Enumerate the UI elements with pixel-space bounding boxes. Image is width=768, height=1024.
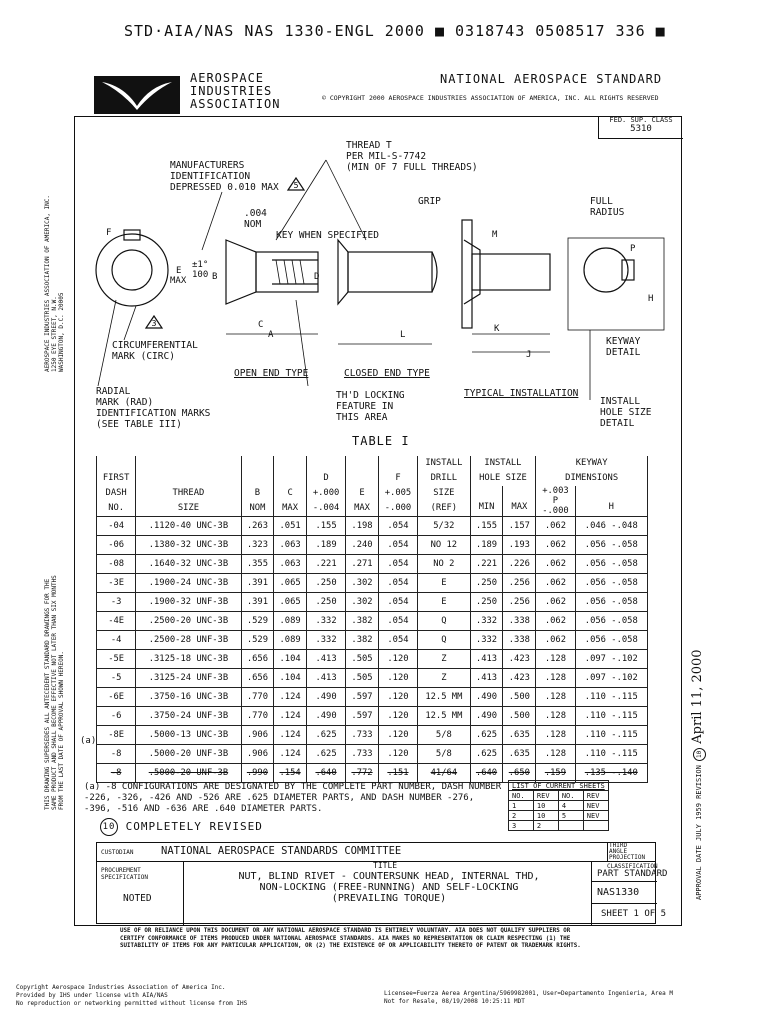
table-cell: .110 -.115: [575, 745, 647, 764]
table-cell: .124: [274, 688, 307, 707]
table-cell: .128: [536, 745, 575, 764]
table-cell: .110 -.115: [575, 688, 647, 707]
dim-F: F: [106, 228, 112, 238]
end-view-outer: [96, 234, 168, 306]
table-cell: .635: [503, 745, 536, 764]
side-approval-date: [690, 649, 706, 900]
radial-mark-label: RADIAL MARK (RAD) IDENTIFICATION MARKS (SEE TABLE III): [96, 386, 211, 430]
typical-installation-label: TYPICAL INSTALLATION: [464, 388, 579, 399]
table-row: [97, 555, 648, 574]
table-cell: .529: [241, 612, 274, 631]
title-block: [96, 842, 668, 924]
standard-title: NATIONAL AEROSPACE STANDARD: [440, 72, 663, 86]
table-cell: -6: [97, 707, 136, 726]
footer-left: Copyright Aerospace Industries Association of America Inc. Provided by IHS under license with AIA/NAS No reproduction or networking permitted without license from IHS: [16, 984, 248, 1007]
part-number: NAS1330: [597, 887, 640, 898]
table-row: [97, 631, 648, 650]
cs-head-rev2: REV: [583, 791, 608, 801]
table-cell: .332: [470, 631, 503, 650]
table-cell: NO 2: [418, 555, 470, 574]
table-cell: -5E: [97, 650, 136, 669]
nom-004-label: .004 NOM: [244, 208, 267, 230]
table-cell: .635: [503, 726, 536, 745]
col-D: D +.000 -.004: [306, 456, 345, 517]
circumferential-mark-label: CIRCUMFERENTIAL MARK (CIRC): [112, 340, 198, 362]
table-cell: .1640-32 UNC-3B: [136, 555, 241, 574]
table-cell: .062: [536, 612, 575, 631]
table-cell: .423: [503, 669, 536, 688]
dim-M: M: [492, 230, 498, 240]
table-cell: .250: [306, 593, 345, 612]
dim-angle: ±1° 100: [192, 260, 209, 280]
dim-L: L: [400, 330, 406, 340]
table-cell: .155: [306, 517, 345, 536]
note-mark-5: 5: [293, 181, 299, 190]
org-line-1: AEROSPACE: [190, 71, 265, 85]
side-supersedes: THIS DRAWING SUPERSEDES ALL ANTECEDENT STANDARD DRAWINGS FOR THE SAME PRODUCT AND SHALL BECOME EFFECTIVE NOT LATER THAN SIX MONTHS FROM THE LAST DATE OF APPROVAL SHOWN HEREON.: [44, 575, 65, 810]
col-F: F +.005 -.000: [378, 456, 417, 517]
cs-cell: [558, 821, 583, 831]
title-label: TITLE: [373, 861, 398, 870]
table-cell: .1900-32 UNF-3B: [136, 593, 241, 612]
table-row: [97, 650, 648, 669]
table-cell: -3: [97, 593, 136, 612]
cs-cell: 10: [533, 811, 558, 821]
table-cell: .413: [306, 650, 345, 669]
col-thread-size: THREAD SIZE: [136, 456, 241, 517]
org-name: [190, 72, 280, 111]
dim-D: D: [314, 272, 320, 282]
table-cell: .338: [503, 612, 536, 631]
current-sheets-title: LIST OF CURRENT SHEETS: [509, 781, 609, 791]
table-cell: .3125-18 UNC-3B: [136, 650, 241, 669]
table-cell: -5: [97, 669, 136, 688]
table-cell: .490: [470, 707, 503, 726]
col-min: MIN: [470, 486, 503, 517]
table-cell: .391: [241, 574, 274, 593]
org-line-2: INDUSTRIES: [190, 84, 273, 98]
side-approval-text: APPROVAL DATE JULY 1959 REVISION: [695, 765, 703, 900]
table-cell: .423: [503, 650, 536, 669]
custodian-value: NATIONAL AEROSPACE STANDARDS COMMITTEE: [161, 845, 402, 857]
table-cell: .104: [274, 650, 307, 669]
full-radius-label: FULL RADIUS: [590, 196, 625, 218]
table-cell: .054: [378, 593, 417, 612]
dim-C: C: [258, 320, 264, 330]
table-cell: .240: [346, 536, 379, 555]
col-hole-group: INSTALL HOLE SIZE: [470, 456, 536, 486]
third-angle-label: THIRD ANGLE PROJECTION: [609, 842, 646, 861]
table-cell: -08: [97, 555, 136, 574]
dim-A: A: [268, 330, 274, 340]
fed-sup-class-label: FED. SUP. CLASS: [609, 116, 673, 124]
keyway-note-label: KEY WHEN SPECIFIED: [276, 230, 379, 241]
copyright-line: © COPYRIGHT 2000 AEROSPACE INDUSTRIES ASSOCIATION OF AMERICA, INC. ALL RIGHTS RESERVED: [322, 94, 659, 102]
table-cell: .3750-24 UNF-3B: [136, 707, 241, 726]
table-cell: 41/64: [418, 764, 470, 783]
col-H: H: [575, 486, 647, 517]
table-cell: .056 -.058: [575, 612, 647, 631]
table-cell: .597: [346, 688, 379, 707]
table-cell: .124: [274, 707, 307, 726]
manufacturers-id-label: MANUFACTURERS IDENTIFICATION DEPRESSED 0.010 MAX: [170, 160, 279, 193]
table-cell: .413: [470, 650, 503, 669]
table-cell: .120: [378, 669, 417, 688]
table-cell: .097 -.102: [575, 669, 647, 688]
table-cell: -06: [97, 536, 136, 555]
table-cell: .263: [241, 517, 274, 536]
table-cell: .054: [378, 555, 417, 574]
table-cell: .505: [346, 669, 379, 688]
revised-note: [100, 818, 263, 836]
procurement-label: PROCUREMENT SPECIFICATION: [101, 867, 148, 881]
table-row: [97, 593, 648, 612]
table-cell: .490: [306, 688, 345, 707]
table-cell: .056 -.058: [575, 593, 647, 612]
aia-logo: [94, 76, 180, 114]
table-cell: .221: [306, 555, 345, 574]
table-cell: .382: [346, 612, 379, 631]
table-cell: .065: [274, 593, 307, 612]
table-cell: .323: [241, 536, 274, 555]
thread-label: THREAD T PER MIL-S-7742 (MIN OF 7 FULL THREADS): [346, 140, 478, 173]
table-cell: .054: [378, 536, 417, 555]
table-cell: .062: [536, 631, 575, 650]
table-cell: -6E: [97, 688, 136, 707]
table-cell: .625: [306, 726, 345, 745]
table-cell: 5/8: [418, 745, 470, 764]
table-cell: .104: [274, 669, 307, 688]
note-a: (a) -8 CONFIGURATIONS ARE DESIGNATED BY THE COMPLETE PART NUMBER, DASH NUMBER -226, -326, -426 AND -526 ARE .625 DIAMETER PARTS, AND DASH NUMBER -276, -396, -516 AND -636 ARE .640 DIAMETER PARTS.: [84, 782, 502, 814]
dim-J: J: [526, 350, 532, 360]
end-view-inner: [112, 250, 152, 290]
table-cell: .338: [503, 631, 536, 650]
table-cell: .650: [503, 764, 536, 783]
table-cell: .128: [536, 726, 575, 745]
col-B: B NOM: [241, 456, 274, 517]
table-cell: .128: [536, 688, 575, 707]
table-cell: .151: [378, 764, 417, 783]
table-cell: 12.5 MM: [418, 688, 470, 707]
dim-B: B: [212, 272, 218, 282]
cs-cell: 2: [509, 811, 534, 821]
table-cell: .256: [503, 574, 536, 593]
table-cell: .062: [536, 517, 575, 536]
table-cell: Z: [418, 669, 470, 688]
table-cell: .120: [378, 745, 417, 764]
table-cell: .3750-16 UNC-3B: [136, 688, 241, 707]
aia-wing-icon: [94, 76, 180, 114]
table-cell: .155: [470, 517, 503, 536]
table-cell: .110 -.115: [575, 726, 647, 745]
table-cell: E: [418, 593, 470, 612]
cs-cell: 10: [533, 801, 558, 811]
table-cell: .226: [503, 555, 536, 574]
table-cell: .1120-40 UNC-3B: [136, 517, 241, 536]
table-row: [97, 688, 648, 707]
note-mark-3: 3: [151, 319, 157, 328]
col-max: MAX: [503, 486, 536, 517]
table-cell: .640: [470, 764, 503, 783]
technical-drawing: [76, 130, 680, 430]
table-cell: .062: [536, 555, 575, 574]
cs-cell: [583, 821, 608, 831]
grip-label: GRIP: [418, 196, 441, 207]
table-row: [97, 536, 648, 555]
table-cell: .656: [241, 650, 274, 669]
table-cell: .490: [306, 707, 345, 726]
table-cell: .065: [274, 574, 307, 593]
cs-cell: 5: [558, 811, 583, 821]
table-cell: .990: [241, 764, 274, 783]
table-cell: .770: [241, 707, 274, 726]
table-row: [97, 745, 648, 764]
table-cell: .256: [503, 593, 536, 612]
table-cell: .250: [470, 574, 503, 593]
table-cell: 12.5 MM: [418, 707, 470, 726]
cs-head-no2: NO.: [558, 791, 583, 801]
col-keyway-group: KEYWAY DIMENSIONS: [536, 456, 648, 486]
table-body: [97, 517, 648, 783]
table-cell: .772: [346, 764, 379, 783]
disclaimer: USE OF OR RELIANCE UPON THIS DOCUMENT OR ANY NATIONAL AEROSPACE STANDARD IS ENTIRELY VOLUNTARY. AIA DOES NOT QUALIFY SUPPLIERS OR CERTIFY CONFORMANCE OF ITEMS PRODUCED UNDER NATIONAL AEROSPACE STANDARDS. AIA MAKES NO REPRESENTATION OR CLAIM RESPECTING (1) THE SUITABILITY OF ITEMS FOR ANY PARTICULAR APPLICATION, OR (2) THE EXISTENCE OF OR APPLICABILITY THERETO OF PATENT OR TRADEMARK RIGHTS.: [120, 928, 581, 949]
table-row: [97, 669, 648, 688]
table-cell: .5000-20 UNF-3B: [136, 764, 241, 783]
table-cell: .120: [378, 726, 417, 745]
table-cell: .413: [306, 669, 345, 688]
revision-circle-icon: 10: [100, 818, 118, 836]
table-cell: 5/8: [418, 726, 470, 745]
table-cell: .597: [346, 707, 379, 726]
table-cell: .063: [274, 555, 307, 574]
col-drill: INSTALL DRILL SIZE (REF): [418, 456, 470, 517]
side-address: AEROSPACE INDUSTRIES ASSOCIATION OF AMERICA, INC. 1250 EYE STREET, N.W. WASHINGTON, D.C. 20005: [44, 194, 65, 372]
table-cell: .625: [306, 745, 345, 764]
table-cell: .054: [378, 574, 417, 593]
table-cell: .124: [274, 745, 307, 764]
table-cell: .097 -.102: [575, 650, 647, 669]
install-sheet: [462, 220, 472, 328]
table-cell: .5000-20 UNF-3B: [136, 745, 241, 764]
table-cell: .157: [503, 517, 536, 536]
cs-cell: NEV: [583, 811, 608, 821]
table-cell: .221: [470, 555, 503, 574]
dim-K: K: [494, 324, 500, 334]
table-cell: .529: [241, 631, 274, 650]
table-cell: .391: [241, 593, 274, 612]
dim-max: MAX: [170, 276, 187, 286]
table-cell: .770: [241, 688, 274, 707]
table-cell: .062: [536, 536, 575, 555]
table-title: TABLE I: [352, 434, 410, 448]
table-cell: .625: [470, 745, 503, 764]
table-cell: .500: [503, 688, 536, 707]
table-cell: .250: [306, 574, 345, 593]
table-cell: .500: [503, 707, 536, 726]
table-cell: .733: [346, 726, 379, 745]
open-end-head: [226, 240, 256, 304]
table-cell: .159: [536, 764, 575, 783]
custodian-label: CUSTODIAN: [101, 849, 134, 856]
part-title: NUT, BLIND RIVET - COUNTERSUNK HEAD, INTERNAL THD, NON-LOCKING (FREE-RUNNING) AND SELF-LOCKING (PREVAILING TORQUE): [238, 871, 540, 904]
table-cell: Z: [418, 650, 470, 669]
table-cell: .046 -.048: [575, 517, 647, 536]
closed-end-body: [348, 252, 432, 292]
table-cell: .056 -.058: [575, 574, 647, 593]
classification-value: PART STANDARD: [597, 869, 668, 879]
table-cell: .056 -.058: [575, 555, 647, 574]
table-cell: .189: [306, 536, 345, 555]
col-P: +.003 P -.000: [536, 486, 575, 517]
table-cell: .089: [274, 631, 307, 650]
table-cell: .1380-32 UNC-3B: [136, 536, 241, 555]
table-cell: .640: [306, 764, 345, 783]
table-cell: .3125-24 UNF-3B: [136, 669, 241, 688]
dim-E: E: [176, 266, 182, 276]
table-cell: .2500-28 UNF-3B: [136, 631, 241, 650]
table-cell: .1900-24 UNC-3B: [136, 574, 241, 593]
install-body: [472, 254, 550, 290]
table-cell: .135 -.140: [575, 764, 647, 783]
table-cell: .490: [470, 688, 503, 707]
table-cell: 5/32: [418, 517, 470, 536]
table-cell: .120: [378, 650, 417, 669]
row-marker-a: (a): [80, 736, 97, 746]
cs-cell: 2: [533, 821, 558, 831]
open-end-body: [256, 252, 318, 292]
table-cell: .332: [470, 612, 503, 631]
table-cell: .413: [470, 669, 503, 688]
table-cell: -8: [97, 745, 136, 764]
table-cell: .332: [306, 612, 345, 631]
table-cell: E: [418, 574, 470, 593]
cs-head-no1: NO.: [509, 791, 534, 801]
table-cell: .906: [241, 726, 274, 745]
table-cell: .332: [306, 631, 345, 650]
classification-label: CLASSIFICATION: [607, 863, 658, 870]
table-cell: .056 -.058: [575, 631, 647, 650]
table-cell: .302: [346, 593, 379, 612]
table-cell: .062: [536, 574, 575, 593]
table-cell: .271: [346, 555, 379, 574]
procurement-value: NOTED: [123, 893, 152, 904]
dim-P: P: [630, 244, 636, 254]
table-cell: .062: [536, 593, 575, 612]
table-cell: .302: [346, 574, 379, 593]
table-cell: Q: [418, 612, 470, 631]
table-cell: .906: [241, 745, 274, 764]
table-cell: .128: [536, 707, 575, 726]
cs-cell: NEV: [583, 801, 608, 811]
install-hole-detail-label: INSTALL HOLE SIZE DETAIL: [600, 396, 652, 429]
open-end-type-label: OPEN END TYPE: [234, 368, 309, 379]
side-revision-circle-icon: 10: [693, 748, 706, 761]
col-C: C MAX: [274, 456, 307, 517]
table-cell: .063: [274, 536, 307, 555]
table-cell: .054: [378, 612, 417, 631]
table-row: [97, 726, 648, 745]
cs-cell: 4: [558, 801, 583, 811]
keyway-detail-label: KEYWAY DETAIL: [606, 336, 641, 358]
col-E: E MAX: [346, 456, 379, 517]
table-cell: .124: [274, 726, 307, 745]
cs-cell: 1: [509, 801, 534, 811]
table-cell: .189: [470, 536, 503, 555]
current-sheets-table: [508, 780, 609, 831]
table-cell: -3E: [97, 574, 136, 593]
table-cell: .193: [503, 536, 536, 555]
table-cell: .128: [536, 650, 575, 669]
table-cell: .656: [241, 669, 274, 688]
locking-feature-label: TH'D LOCKING FEATURE IN THIS AREA: [336, 390, 405, 423]
table-cell: -8E: [97, 726, 136, 745]
revised-text: COMPLETELY REVISED: [125, 820, 263, 833]
table-cell: .054: [378, 517, 417, 536]
table-cell: .2500-20 UNC-3B: [136, 612, 241, 631]
table-cell: Q: [418, 631, 470, 650]
table-cell: .5000-13 UNC-3B: [136, 726, 241, 745]
table-cell: .120: [378, 707, 417, 726]
table-cell: -04: [97, 517, 136, 536]
table-cell: .198: [346, 517, 379, 536]
closed-end-head: [338, 240, 348, 304]
table-row: [97, 517, 648, 536]
table-cell: -4E: [97, 612, 136, 631]
table-cell: .056 -.058: [575, 536, 647, 555]
table-row: [97, 707, 648, 726]
cs-cell: 3: [509, 821, 534, 831]
col-dash-no: FIRST DASH NO.: [97, 456, 136, 517]
table-cell: .505: [346, 650, 379, 669]
table-cell: NO 12: [418, 536, 470, 555]
table-row: [97, 574, 648, 593]
table-cell: .250: [470, 593, 503, 612]
table-cell: -4: [97, 631, 136, 650]
side-revision-date: April 11, 2000: [690, 649, 705, 744]
table-cell: .733: [346, 745, 379, 764]
sheet-number: SHEET 1 OF 5: [601, 909, 667, 919]
table-cell: .154: [274, 764, 307, 783]
fed-sup-class-value: 5310: [630, 124, 652, 134]
table-cell: .110 -.115: [575, 707, 647, 726]
document-header: STD·AIA/NAS NAS 1330-ENGL 2000 ■ 0318743 0508517 336 ■: [124, 22, 666, 40]
table-cell: .089: [274, 612, 307, 631]
table-cell: .054: [378, 631, 417, 650]
table-cell: .120: [378, 688, 417, 707]
footer-right: Licensee=Fuerza Aerea Argentina/5969982001, User=Departamento Ingenieria, Area M Not for Resale, 08/19/2008 10:25:11 MDT: [384, 990, 673, 1005]
table-cell: .128: [536, 669, 575, 688]
dim-H: H: [648, 294, 654, 304]
table-cell: .355: [241, 555, 274, 574]
table-cell: -8: [97, 764, 136, 783]
org-line-3: ASSOCIATION: [190, 97, 281, 111]
cs-head-rev1: REV: [533, 791, 558, 801]
table-cell: .382: [346, 631, 379, 650]
table-cell: .625: [470, 726, 503, 745]
closed-end-type-label: CLOSED END TYPE: [344, 368, 430, 379]
table-one: [96, 456, 648, 783]
table-row: [97, 612, 648, 631]
table-cell: .051: [274, 517, 307, 536]
